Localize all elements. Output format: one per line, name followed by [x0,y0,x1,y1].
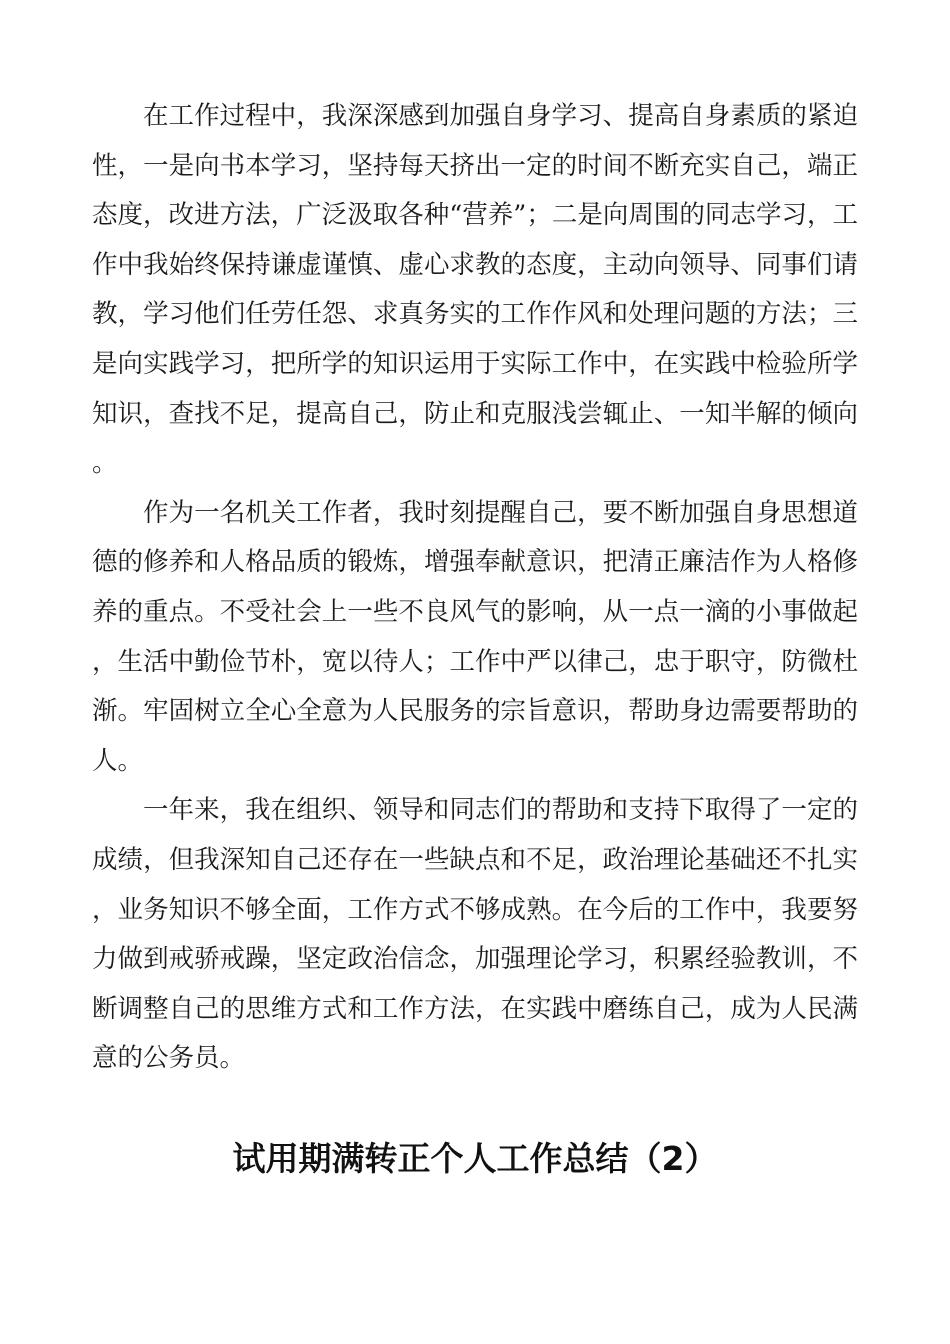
document-body [92,92,858,1084]
paragraph-year-summary: 一年来，我在组织、领导和同志们的帮助和支持下取得了一定的成绩，但我深知自己还存在一些缺点和不足，政治理论基础还不扎实，业务知识不够全面，工作方式不够成熟。在今后的工作中，我要努力做到戒骄戒躁，坚定政治信念，加强理论学习，积累经验教训，不断调整自己的思维方式和工作方法，在实践中磨练自己，成为人民满意的公务员。 [92,795,858,1074]
paragraph-moral-cultivation: 作为一名机关工作者，我时刻提醒自己，要不断加强自身思想道德的修养和人格品质的锻炼，增强奉献意识，把清正廉洁作为人格修养的重点。不受社会上一些不良风气的影响，从一点一滴的小事做起，生活中勤俭节朴，宽以待人；工作中严以律己，忠于职守，防微杜渐。牢固树立全心全意为人民服务的宗旨意识，帮助身边需要帮助的人。 [92,497,858,776]
paragraph-self-study: 在工作过程中，我深深感到加强自身学习、提高自身素质的紧迫性，一是向书本学习，坚持每天挤出一定的时间不断充实自己，端正态度，改进方法，广泛汲取各种“营养”；二是向周围的同志学习，工作中我始终保持谦虚谨慎、虚心求教的态度，主动向领导、同事们请教，学习他们任劳任怨、求真务实的工作作风和处理问题的方法；三是向实践学习，把所学的知识运用于实际工作中，在实践中检验所学知识，查找不足，提高自己，防止和克服浅尝辄止、一知半解的倾向。 [92,101,858,479]
section-heading: 试用期满转正个人工作总结（2） [232,1139,718,1178]
